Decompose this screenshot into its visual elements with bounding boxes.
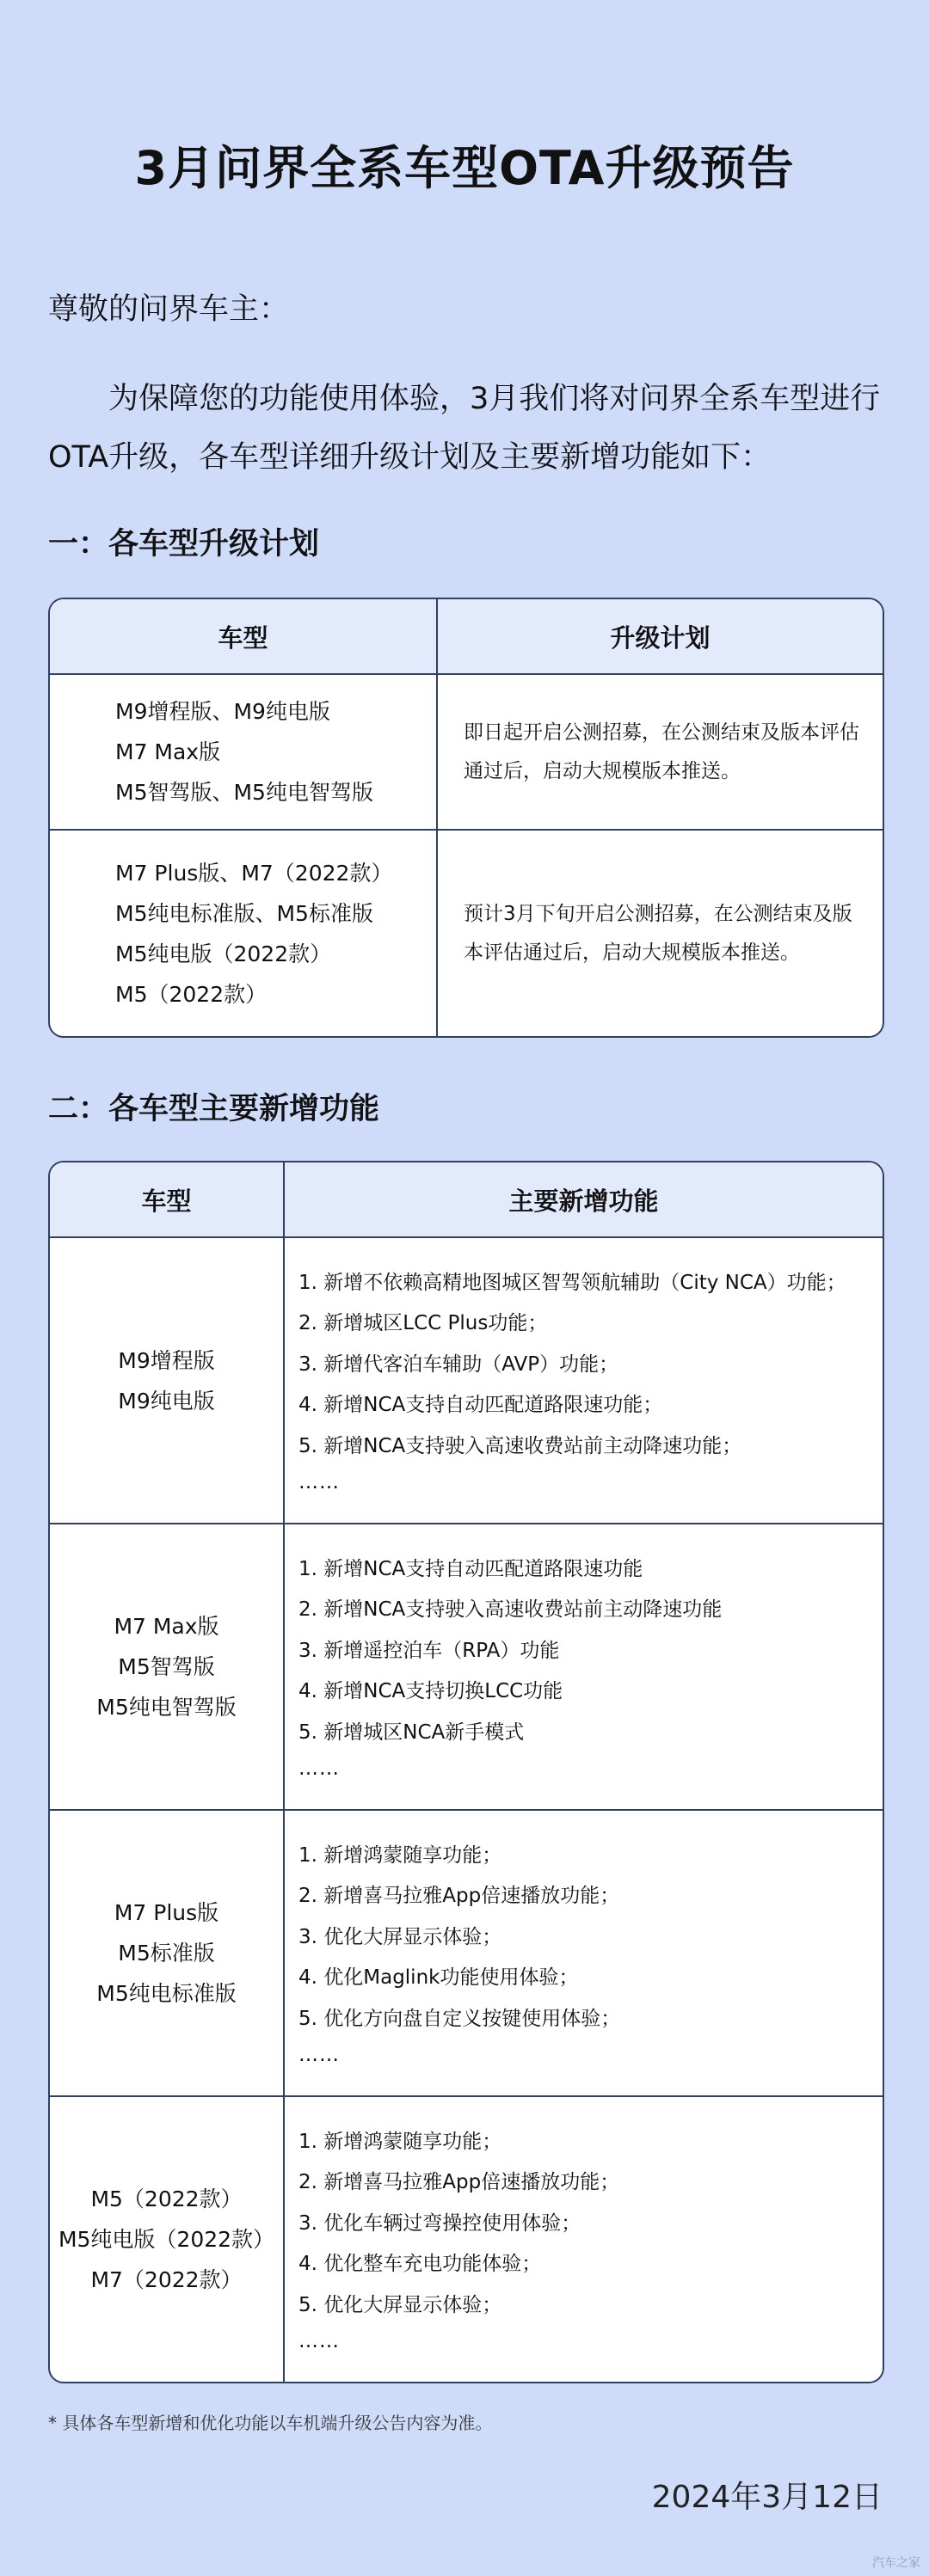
model-cell [50, 1237, 284, 1524]
model-cell [50, 2096, 284, 2382]
model-name: M5（2022款） [115, 981, 268, 1007]
plan-cell: 即日起开启公测招募，在公测结束及版本评估通过后，启动大规模版本推送。 [437, 674, 883, 830]
model-name: M5智驾版、M5纯电智驾版 [115, 780, 373, 806]
section-heading-new-features: 二：各车型主要新增功能 [48, 1092, 380, 1126]
feature-item: 2. 新增城区LCC Plus功能； [298, 1312, 548, 1335]
column-header-features: 主要新增功能 [284, 1162, 883, 1237]
feature-item: 4. 优化整车充电功能体验； [298, 2253, 542, 2276]
model-name: M9纯电版 [118, 1388, 215, 1414]
feature-item: 5. 优化大屏显示体验； [298, 2293, 502, 2316]
feature-item: 1. 新增鸿蒙随享功能； [298, 2130, 502, 2153]
page-title: 3月问界全系车型OTA升级预告 [134, 141, 795, 195]
feature-item: 3. 新增代客泊车辅助（AVP）功能； [298, 1352, 619, 1376]
feature-item: 1. 新增不依赖高精地图城区智驾领航辅助（City NCA）功能； [298, 1271, 846, 1294]
column-header-plan: 升级计划 [437, 599, 883, 674]
feature-ellipsis: …… [298, 1757, 340, 1781]
table-row [50, 2096, 883, 2382]
model-name: M5（2022款） [90, 2187, 243, 2212]
model-name: M9增程版 [118, 1347, 215, 1373]
feature-item: 4. 优化Maglink功能使用体验； [298, 1966, 579, 1990]
features-cell [284, 1524, 883, 1810]
model-cell [50, 674, 437, 830]
feature-item: 3. 优化大屏显示体验； [298, 1925, 502, 1948]
table-header-row [50, 1162, 883, 1237]
table-header-row [50, 599, 883, 674]
model-name: M5纯电版（2022款） [58, 2227, 275, 2253]
model-name: M7（2022款） [90, 2267, 243, 2293]
model-name: M5纯电智驾版 [96, 1695, 237, 1720]
feature-item: 3. 优化车辆过弯操控使用体验； [298, 2211, 581, 2235]
table-row [50, 1237, 883, 1524]
features-cell [284, 1810, 883, 2096]
feature-item: 4. 新增NCA支持切换LCC功能 [298, 1680, 563, 1703]
model-cell [50, 1810, 284, 2096]
feature-ellipsis: …… [298, 1471, 340, 1494]
model-name: M7 Plus版、M7（2022款） [115, 860, 393, 886]
feature-item: 5. 新增城区NCA新手模式 [298, 1720, 525, 1744]
plan-cell: 预计3月下旬开启公测招募，在公测结束及版本评估通过后，启动大规模版本推送。 [464, 902, 852, 964]
model-cell [50, 1524, 284, 1810]
model-name: M5纯电版（2022款） [115, 941, 332, 966]
features-cell [284, 2096, 883, 2382]
model-name: M7 Max版 [115, 739, 221, 765]
watermark: 汽车之家 [872, 2556, 920, 2570]
greeting: 尊敬的问界车主： [48, 292, 290, 327]
model-name: M5标准版 [118, 1941, 215, 1966]
model-name: M5智驾版 [118, 1654, 215, 1680]
column-header-model: 车型 [50, 1162, 284, 1237]
column-header-model: 车型 [50, 599, 437, 674]
feature-item: 2. 新增NCA支持驶入高速收费站前主动降速功能 [298, 1598, 723, 1622]
model-name: M7 Max版 [114, 1614, 219, 1640]
feature-ellipsis: …… [298, 2330, 340, 2353]
feature-item: 5. 新增NCA支持驶入高速收费站前主动降速功能； [298, 1434, 742, 1457]
table-row [50, 1810, 883, 2096]
features-cell [284, 1237, 883, 1524]
model-name: M9增程版、M9纯电版 [115, 699, 330, 725]
feature-item: 2. 新增喜马拉雅App倍速播放功能； [298, 1885, 620, 1908]
upgrade-plan-table [48, 598, 884, 1038]
announcement-date: 2024年3月12日 [651, 2480, 883, 2515]
table-row [50, 674, 883, 830]
model-name: M5纯电标准版、M5标准版 [115, 900, 373, 926]
new-features-table [48, 1161, 884, 2383]
model-cell [50, 830, 437, 1036]
feature-item: 5. 优化方向盘自定义按键使用体验； [298, 2007, 621, 2030]
feature-ellipsis: …… [298, 2044, 340, 2067]
feature-item: 4. 新增NCA支持自动匹配道路限速功能； [298, 1394, 663, 1417]
table-row [50, 1524, 883, 1810]
section-heading-upgrade-plan: 一：各车型升级计划 [48, 527, 320, 561]
feature-item: 2. 新增喜马拉雅App倍速播放功能； [298, 2171, 620, 2194]
feature-item: 1. 新增NCA支持自动匹配道路限速功能 [298, 1557, 643, 1580]
feature-item: 1. 新增鸿蒙随享功能； [298, 1843, 502, 1867]
intro-paragraph: 为保障您的功能使用体验，3月我们将对问界全系车型进行OTA升级，各车型详细升级计划及主要新增功能如下： [48, 382, 881, 475]
table-row [50, 830, 883, 1036]
model-name: M5纯电标准版 [96, 1981, 237, 2007]
model-name: M7 Plus版 [114, 1900, 219, 1926]
feature-item: 3. 新增遥控泊车（RPA）功能 [298, 1639, 560, 1662]
footnote: * 具体各车型新增和优化功能以车机端升级公告内容为准。 [48, 2413, 493, 2433]
